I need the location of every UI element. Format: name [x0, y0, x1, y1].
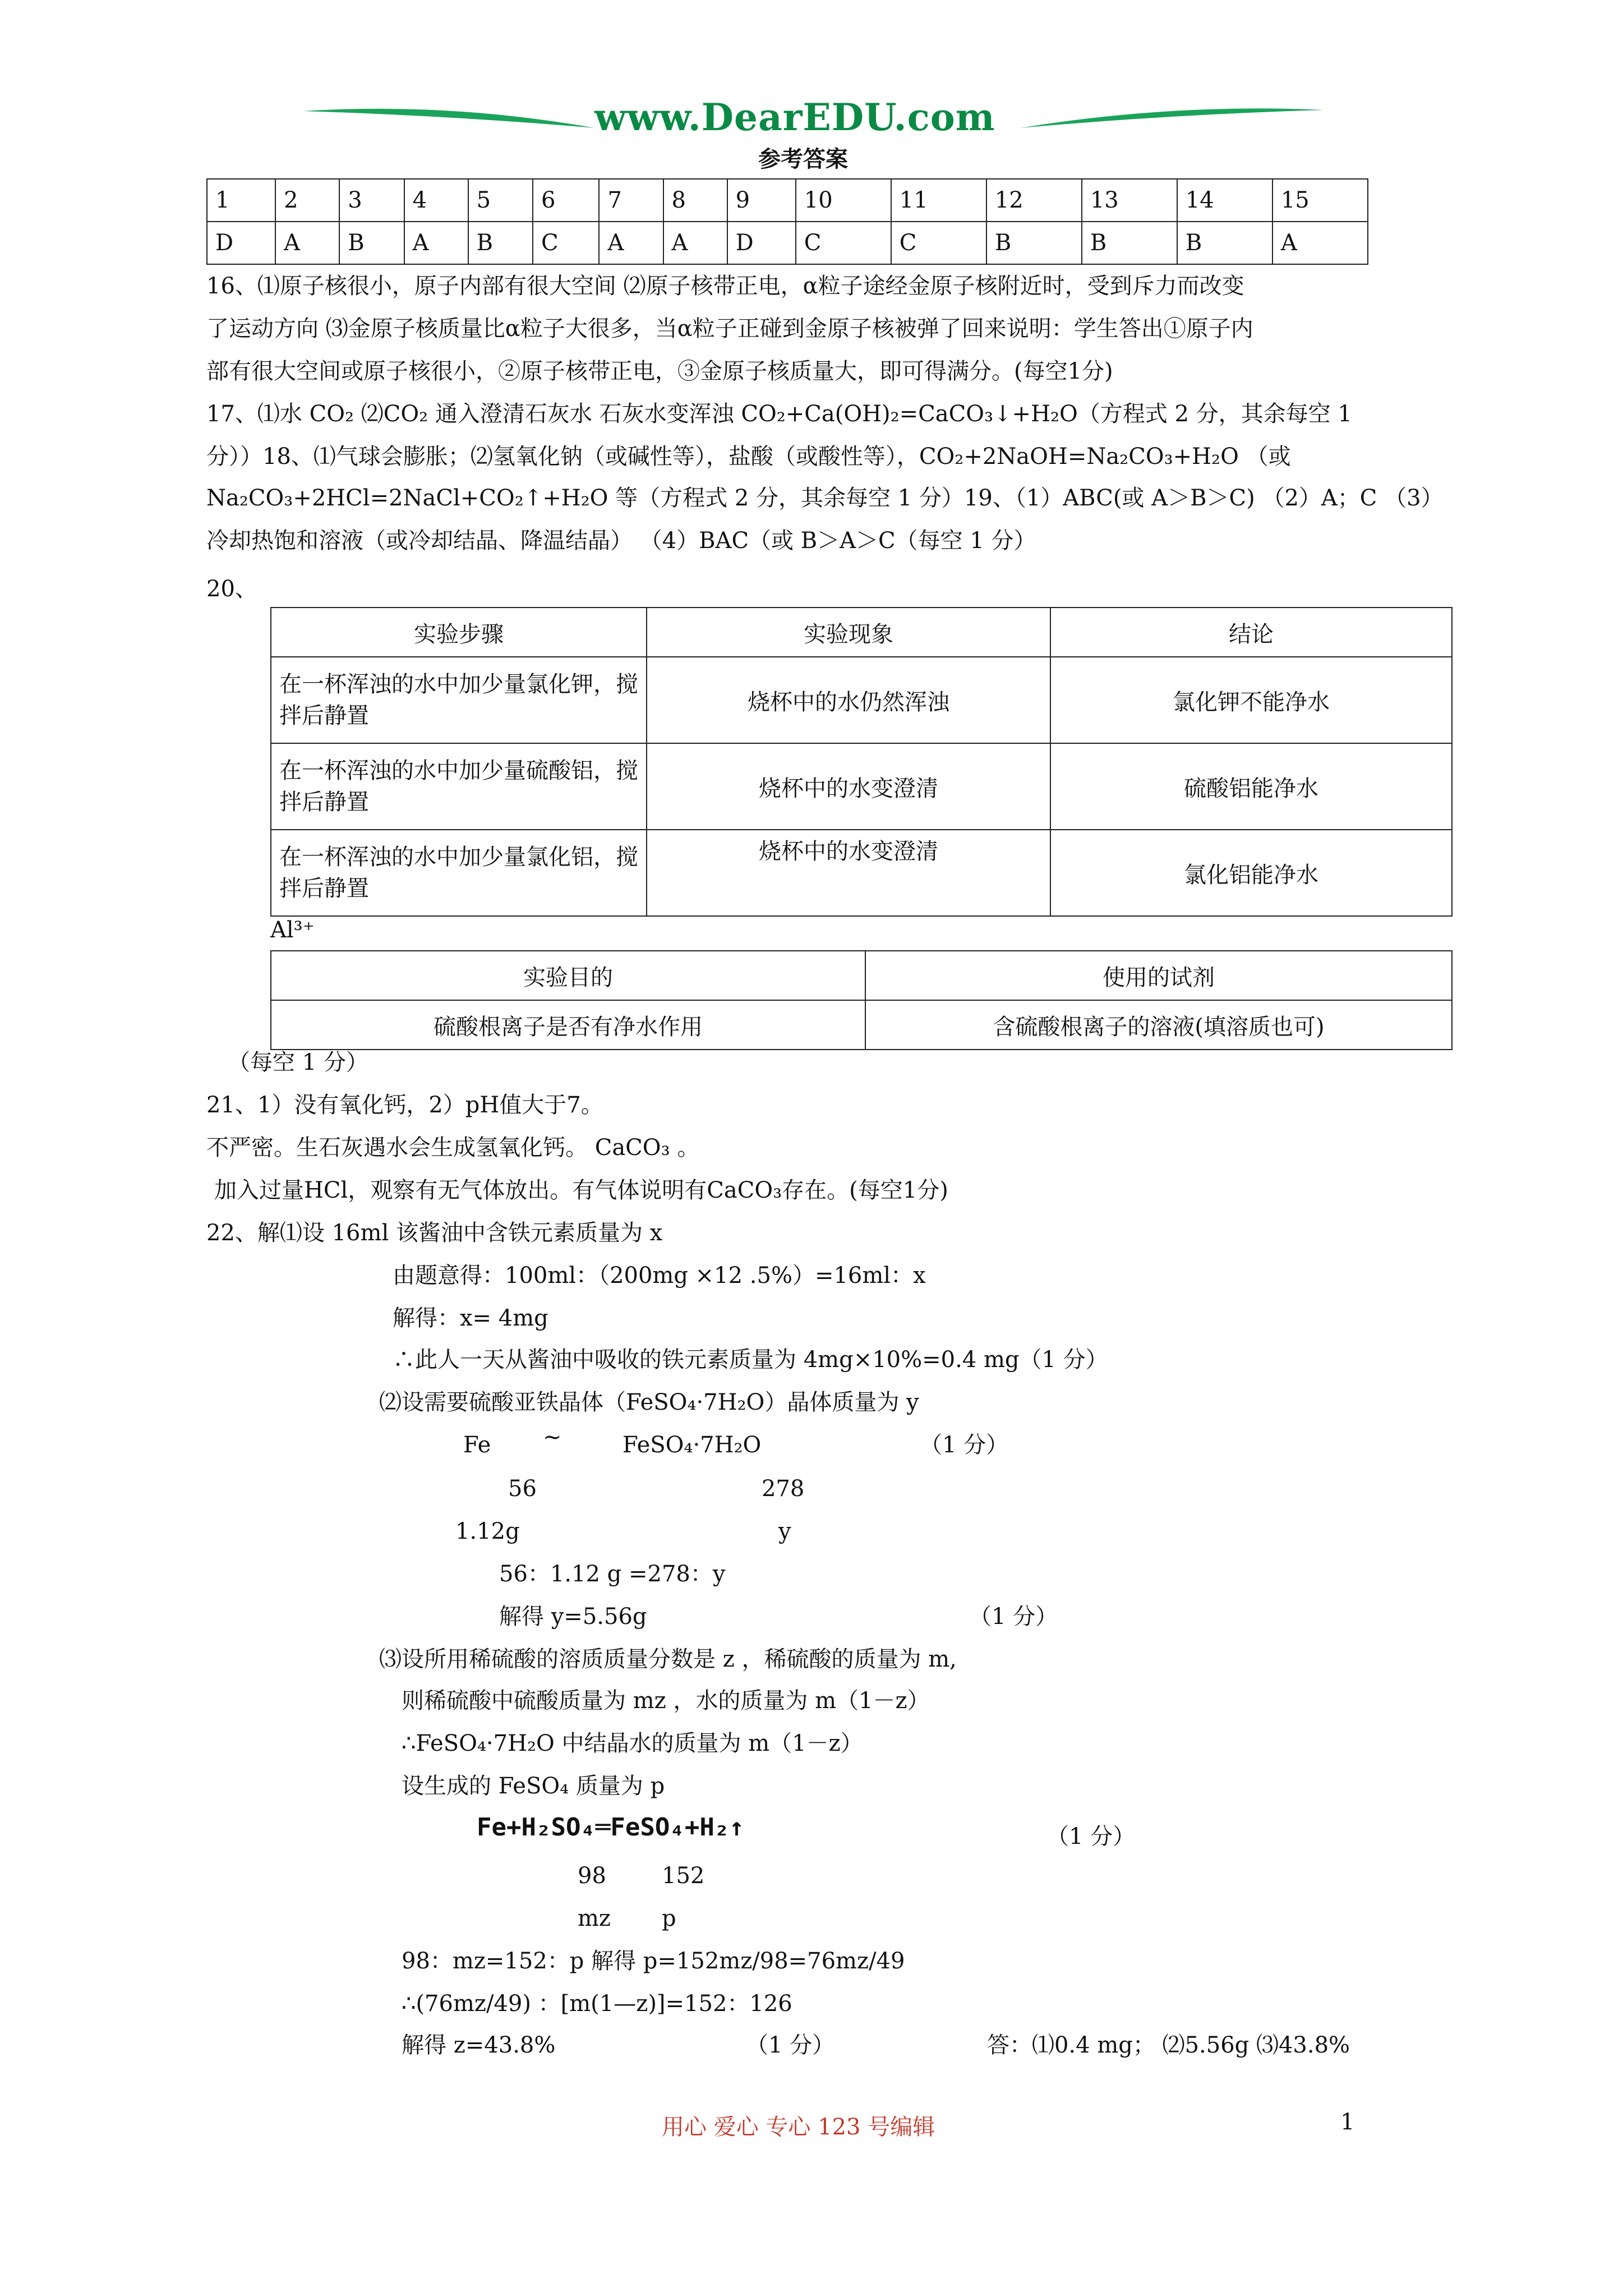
- q17-line: Na₂CO₃+2HCl=2NaCl+CO₂↑+H₂O 等（方程式 2 分，其余每空 1 分）19、（1）ABC(或 A＞B＞C) （2）A；C （3）: [206, 485, 1444, 511]
- q22-fe: Fe: [463, 1432, 491, 1458]
- q16-line: 16、⑴原子核很小，原子内部有很大空间 ⑵原子核带正电，α粒子途经金原子核附近时，受到斥力而改变: [206, 273, 1244, 299]
- table-cell: B: [1082, 222, 1177, 264]
- table-cell: 5: [468, 179, 533, 222]
- table-cell: 在一杯浑浊的水中加少量硫酸铝，搅拌后静置: [271, 743, 647, 830]
- q17-line: 冷却热饱和溶液（或冷却结晶、降温结晶） （4）BAC（或 B＞A＞C（每空 1 分）: [206, 528, 1036, 554]
- q22-score: （1 分）: [920, 1432, 1009, 1458]
- q22-eq-152: 152: [662, 1863, 705, 1889]
- table-cell: 11: [891, 179, 986, 222]
- site-logo[interactable]: www.DearEDU.com: [594, 95, 995, 139]
- table-cell: 烧杯中的水变澄清: [647, 743, 1050, 830]
- q22-molar-fe: 56: [508, 1476, 537, 1502]
- purpose-table: [270, 950, 1453, 1050]
- q16-line: 部有很大空间或原子核很小，②原子核带正电，③金原子核质量大，即可得满分。(每空1分): [206, 358, 1113, 384]
- answer-letters-row: [207, 222, 1368, 264]
- header-cell: 实验步骤: [271, 608, 647, 657]
- table-cell: B: [1177, 222, 1272, 264]
- table-cell: 7: [599, 179, 663, 222]
- header-cell: 结论: [1050, 608, 1452, 657]
- ion-label: Al³⁺: [270, 917, 315, 943]
- q22-part2-intro: ⑵设需要硫酸亚铁晶体（FeSO₄·7H₂O）晶体质量为 y: [379, 1389, 919, 1415]
- table-cell: C: [533, 222, 599, 264]
- table-cell: 烧杯中的水变澄清: [647, 830, 1050, 916]
- table-cell: B: [468, 222, 533, 264]
- q22-line: 由题意得：100ml：（200mg ×12 .5%）=16ml：x: [393, 1263, 926, 1289]
- table-cell: 在一杯浑浊的水中加少量氯化钾，搅拌后静置: [271, 657, 647, 743]
- table-row: [271, 743, 1452, 830]
- table-cell: 4: [404, 179, 468, 222]
- table-cell: 6: [533, 179, 599, 222]
- table-header-row: [271, 608, 1452, 657]
- header-cell: 使用的试剂: [865, 951, 1452, 1000]
- q22-mass-y: y: [778, 1519, 791, 1544]
- reaction-equation: Fe+H₂SO₄═FeSO₄+H₂↑: [477, 1813, 744, 1842]
- left-swoosh: [303, 105, 594, 134]
- q22-line: 解得：x= 4mg: [393, 1305, 548, 1331]
- table-cell: A: [404, 222, 468, 264]
- table-cell: B: [986, 222, 1082, 264]
- q22-score: （1 分）: [1046, 1824, 1136, 1849]
- table-cell: A: [275, 222, 339, 264]
- q22-score: （1 分）: [746, 2032, 835, 2058]
- table-cell: 9: [727, 179, 796, 222]
- q16-line: 了运动方向 ⑶金原子核质量比α粒子大很多，当α粒子正碰到金原子核被弹了回来说明：学生答出①原子内: [206, 316, 1253, 342]
- table-cell: 硫酸铝能净水: [1050, 743, 1452, 830]
- q20-label: 20、: [206, 576, 257, 602]
- q22-line: 则稀硫酸中硫酸质量为 mz ，水的质量为 m（1－z）: [402, 1688, 930, 1714]
- table-cell: B: [339, 222, 404, 264]
- table-cell: 烧杯中的水仍然浑浊: [647, 657, 1050, 743]
- table-cell: 12: [986, 179, 1082, 222]
- table-cell: 8: [663, 179, 727, 222]
- table-cell: A: [663, 222, 727, 264]
- q22-eq-98: 98: [578, 1863, 606, 1889]
- table-row: [271, 657, 1452, 743]
- q22-tilde: ~: [543, 1424, 562, 1450]
- q22-crystal: FeSO₄·7H₂O: [623, 1432, 762, 1458]
- q21-line: 21、1）没有氧化钙，2）pH值大于7。: [206, 1092, 603, 1118]
- footer-text: 用心 爱心 专心 123 号编辑: [662, 2114, 935, 2140]
- table-header-row: [271, 951, 1452, 1000]
- q22-line: ⑶设所用稀硫酸的溶质质量分数是 z ，稀硫酸的质量为 m,: [379, 1646, 957, 1672]
- q22-solve: 解得 y=5.56g: [499, 1604, 647, 1630]
- header-cell: 实验现象: [647, 608, 1050, 657]
- table-row: [271, 1000, 1452, 1050]
- q22-line: ∴此人一天从酱油中吸收的铁元素质量为 4mg×10%=0.4 mg（1 分）: [393, 1347, 1108, 1373]
- q21-line: 不严密。生石灰遇水会生成氢氧化钙。 CaCO₃ 。: [206, 1135, 700, 1161]
- q22-ratio2: ∴(76mz/49) ：[m(1—z)]=152：126: [402, 1991, 792, 2017]
- table-cell: 1: [207, 179, 275, 222]
- table-cell: 15: [1272, 179, 1368, 222]
- q22-mass-fe: 1.12g: [455, 1519, 520, 1544]
- table-cell: 氯化钾不能净水: [1050, 657, 1452, 743]
- table-cell: 氯化铝能净水: [1050, 830, 1452, 916]
- table-cell: 2: [275, 179, 339, 222]
- right-swoosh: [1021, 105, 1324, 134]
- table-cell: D: [727, 222, 796, 264]
- table-cell: A: [1272, 222, 1368, 264]
- q22-molar-crystal: 278: [762, 1476, 805, 1502]
- table-cell: 含硫酸根离子的溶液(填溶质也可): [865, 1000, 1452, 1050]
- q22-ratio1: 98：mz=152：p 解得 p=152mz/98=76mz/49: [402, 1948, 905, 1974]
- table-cell: C: [891, 222, 986, 264]
- page-subtitle: 参考答案: [758, 146, 848, 172]
- page-number: 1: [1340, 2109, 1355, 2135]
- q22-answer: 答：⑴0.4 mg； ⑵5.56g ⑶43.8%: [987, 2032, 1350, 2058]
- table-cell: 14: [1177, 179, 1272, 222]
- q22-line: ∴FeSO₄·7H₂O 中结晶水的质量为 m（1－z）: [402, 1731, 863, 1756]
- q22-eq-mz: mz: [578, 1906, 611, 1931]
- q22-line: 设生成的 FeSO₄ 质量为 p: [402, 1773, 665, 1799]
- table-cell: D: [207, 222, 275, 264]
- answer-table: [206, 178, 1368, 265]
- table-cell: 10: [796, 179, 891, 222]
- table-cell: 13: [1082, 179, 1177, 222]
- q22-eq-p: p: [662, 1906, 676, 1931]
- table-cell: 在一杯浑浊的水中加少量氯化铝，搅拌后静置: [271, 830, 647, 916]
- experiment-table: [270, 607, 1453, 917]
- q17-line: 分））18、⑴气球会膨胀；⑵氢氧化钠（或碱性等），盐酸（或酸性等），CO₂+2NaOH=Na₂CO₃+H₂O （或: [206, 444, 1291, 470]
- table-cell: A: [599, 222, 663, 264]
- table-cell: 硫酸根离子是否有净水作用: [271, 1000, 865, 1050]
- table-cell: 3: [339, 179, 404, 222]
- q22-ratio: 56：1.12 g =278：y: [499, 1561, 726, 1587]
- q20-note: （每空 1 分）: [228, 1050, 368, 1075]
- q17-line: 17、⑴水 CO₂ ⑵CO₂ 通入澄清石灰水 石灰水变浑浊 CO₂+Ca(OH)₂=CaCO₃↓+H₂O（方程式 2 分，其余每空 1: [206, 401, 1352, 427]
- q22-final-solve: 解得 z=43.8%: [402, 2032, 556, 2058]
- q21-line: 加入过量HCl，观察有无气体放出。有气体说明有CaCO₃存在。(每空1分): [214, 1177, 948, 1203]
- answer-numbers-row: [207, 179, 1368, 222]
- header-cell: 实验目的: [271, 951, 865, 1000]
- table-row: [271, 830, 1452, 916]
- table-cell: C: [796, 222, 891, 264]
- q22-score: （1 分）: [969, 1604, 1058, 1630]
- q22-intro: 22、解⑴设 16ml 该酱油中含铁元素质量为 x: [206, 1220, 663, 1246]
